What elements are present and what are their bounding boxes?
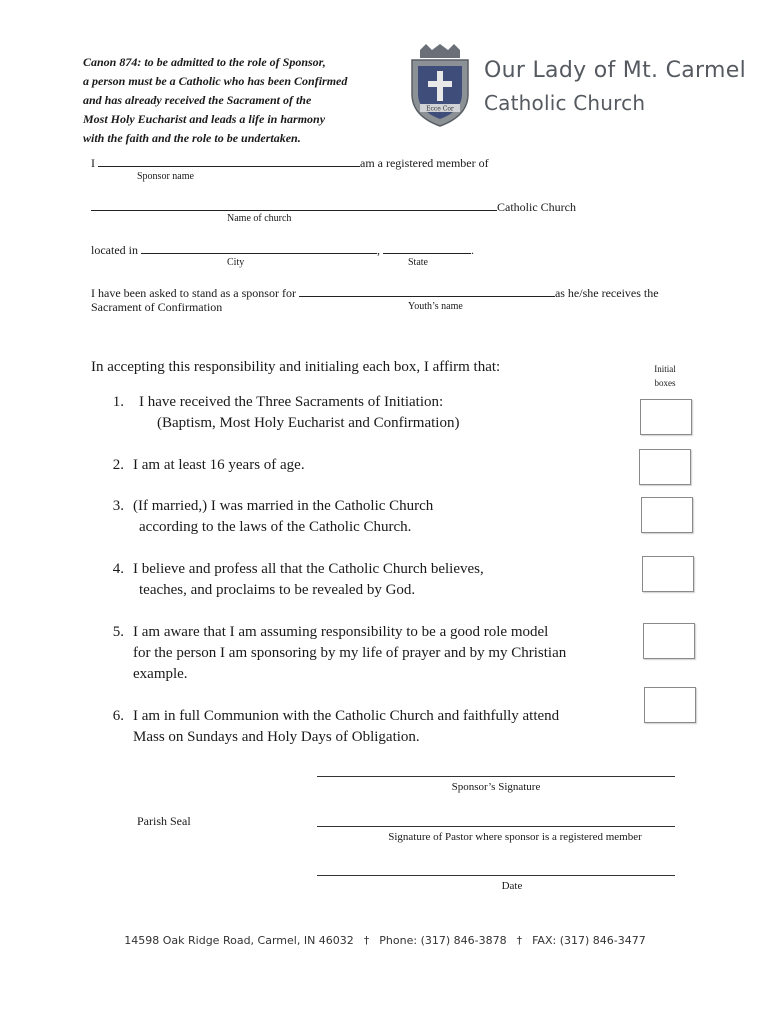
- location-row: [91, 242, 474, 258]
- church-crest-logo: [406, 44, 474, 128]
- footer-fax: FAX: (317) 846-3477: [532, 934, 646, 947]
- church-name-line2: Catholic Church: [484, 91, 646, 115]
- cross-icon: †: [363, 934, 370, 947]
- initial-box-1[interactable]: [640, 399, 692, 435]
- pastor-signature-label: Signature of Pastor where sponsor is a registered member: [388, 831, 642, 843]
- item-number: 1.: [112, 394, 124, 410]
- item-line: I am at least 16 years of age.: [133, 457, 305, 473]
- sponsor-name-label: Sponsor name: [137, 171, 194, 182]
- initial-label: Initial: [654, 364, 676, 374]
- period: .: [470, 243, 474, 257]
- canon-line: and has already received the Sacrament of the: [83, 93, 312, 107]
- canon-874-text: [83, 53, 403, 148]
- item-number: 4.: [112, 561, 124, 577]
- city-field[interactable]: [141, 242, 377, 254]
- canon-line: Canon 874: to be admitted to the role of Sponsor,: [83, 55, 326, 69]
- youth-name-row: [91, 285, 659, 301]
- item-number: 5.: [112, 624, 124, 640]
- canon-line: with the faith and the role to be undertaken.: [83, 131, 301, 145]
- item-line: (If married,) I was married in the Catholic Church: [133, 498, 434, 514]
- row4-prefix: I have been asked to stand as a sponsor for: [91, 286, 296, 300]
- initial-box-5[interactable]: [643, 623, 695, 659]
- sponsor-signature-label: Sponsor’s Signature: [451, 781, 541, 793]
- parish-seal-label: Parish Seal: [137, 814, 191, 828]
- item-number: 3.: [112, 498, 124, 514]
- item-line: according to the laws of the Catholic Church.: [139, 519, 412, 535]
- initial-box-6[interactable]: [644, 687, 696, 723]
- item-number: 2.: [112, 457, 124, 473]
- state-field[interactable]: [383, 242, 471, 254]
- boxes-label: boxes: [654, 378, 676, 388]
- row3-prefix: located in: [91, 243, 138, 257]
- affirm-heading: In accepting this responsibility and initialing each box, I affirm that:: [91, 359, 501, 375]
- row1-prefix: I: [91, 156, 95, 170]
- item-line: teaches, and proclaims to be revealed by God.: [139, 582, 416, 598]
- initial-box-4[interactable]: [642, 556, 694, 592]
- comma: ,: [376, 243, 380, 257]
- date-label: Date: [501, 880, 523, 892]
- row4-suffix: as he/she receives the: [554, 286, 659, 300]
- city-label: City: [227, 257, 245, 268]
- initial-box-2[interactable]: [639, 449, 691, 485]
- item-line: I have received the Three Sacraments of Initiation:: [139, 394, 444, 410]
- footer-address: 14598 Oak Ridge Road, Carmel, IN 46032: [124, 934, 354, 947]
- item-line: for the person I am sponsoring by my life of prayer and by my Christian: [133, 645, 567, 661]
- church-name-row: [91, 199, 576, 215]
- youth-name-field[interactable]: [299, 285, 555, 297]
- canon-line: a person must be a Catholic who has been Confirmed: [83, 74, 348, 88]
- cross-icon: †: [516, 934, 523, 947]
- item-line: (Baptism, Most Holy Eucharist and Confirmation): [157, 415, 460, 431]
- church-name-label: Name of church: [227, 213, 292, 224]
- item-line: I believe and profess all that the Catholic Church believes,: [133, 561, 484, 577]
- church-name-line1: Our Lady of Mt. Carmel: [484, 58, 746, 83]
- sponsor-name-field[interactable]: [98, 155, 360, 167]
- row2-suffix: Catholic Church: [497, 200, 576, 214]
- initial-box-3[interactable]: [641, 497, 693, 533]
- sponsor-signature-line[interactable]: [317, 776, 675, 777]
- crest-motto: Ecce Cor: [426, 105, 454, 113]
- row4-line2: Sacrament of Confirmation: [91, 300, 223, 314]
- item-line: I am aware that I am assuming responsibility to be a good role model: [133, 624, 549, 640]
- item-line: example.: [133, 666, 188, 682]
- footer-phone: Phone: (317) 846-3878: [379, 934, 507, 947]
- youth-name-label: Youth’s name: [408, 301, 463, 312]
- footer-contact: [0, 934, 770, 947]
- item-number: 6.: [112, 708, 124, 724]
- item-line: I am in full Communion with the Catholic Church and faithfully attend: [133, 708, 560, 724]
- pastor-signature-line[interactable]: [317, 826, 675, 827]
- item-line: Mass on Sundays and Holy Days of Obligation.: [133, 729, 420, 745]
- state-label: State: [408, 257, 428, 268]
- canon-line: Most Holy Eucharist and leads a life in harmony: [83, 112, 326, 126]
- church-name-field[interactable]: [91, 199, 497, 211]
- sponsor-name-row: [91, 155, 489, 171]
- row1-suffix: am a registered member of: [360, 156, 489, 170]
- date-line[interactable]: [317, 875, 675, 876]
